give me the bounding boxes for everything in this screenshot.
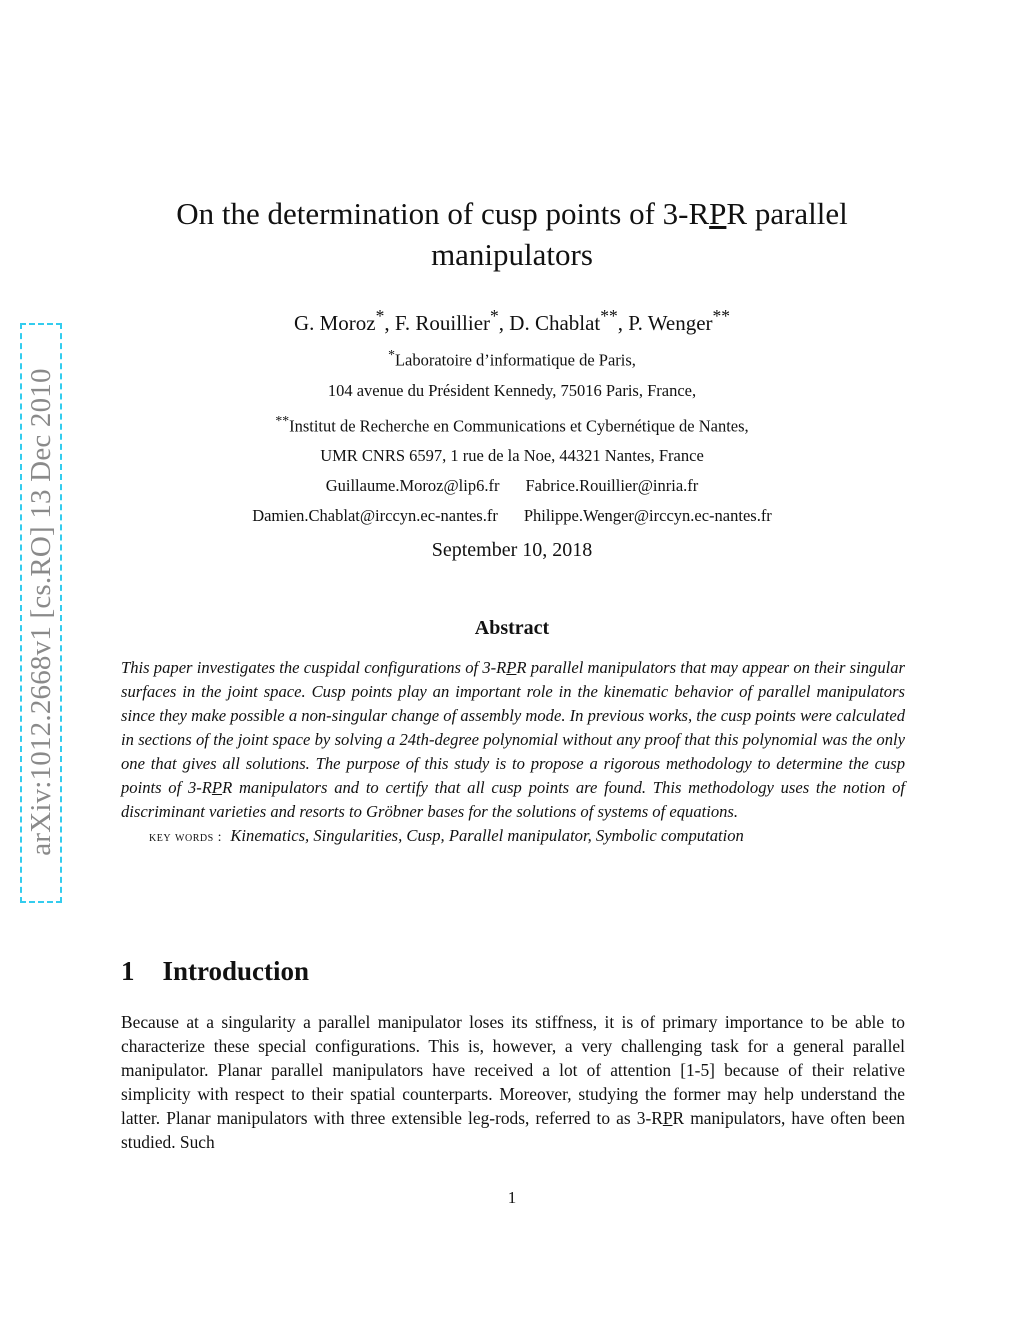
author-chablat-mark: ** xyxy=(600,306,618,326)
paper-title xyxy=(0,193,1024,275)
author-rouillier-mark: * xyxy=(490,306,499,326)
affiliation-2-name: Institut de Recherche en Communications et Cybernétique de Nantes, xyxy=(289,416,749,435)
author-chablat: D. Chablat xyxy=(509,311,601,335)
affiliation-1-line-1 xyxy=(0,340,1024,376)
keywords-label: key words : xyxy=(149,830,223,845)
page-number: 1 xyxy=(507,1188,517,1207)
affiliations xyxy=(0,340,1024,531)
title-underlined-p: P xyxy=(709,196,727,231)
affiliation-1-name: Laboratoire d’informatique de Paris, xyxy=(394,350,636,370)
section-heading xyxy=(121,956,309,987)
author-moroz: G. Moroz xyxy=(293,311,376,335)
author-separator: , xyxy=(617,311,629,335)
abstract-text-2: R parallel manipulators that may appear on their singular surfaces in the joint space. Cusp points play an important role in the kinematic behavior of parallel manipulators since they make possible a non-singular change of assembly mode. In previous works, the cusp points were calculated in sections of the joint space by solving a 24th-degree polynomial without any proof that this polynomial was the only one that gives all solutions. The purpose of this study is to propose a rigorous methodology to determine the cusp points of 3-R xyxy=(121,658,906,797)
abstract-body xyxy=(121,656,905,850)
abstract-underlined-p: P xyxy=(506,658,517,677)
author-rouillier: F. Rouillier xyxy=(394,311,491,335)
affiliation-2-mark: ** xyxy=(275,412,290,428)
author-separator: , xyxy=(498,311,510,335)
intro-text-2: R manipulators, have often been studied. Such xyxy=(121,1108,905,1152)
title-line-1 xyxy=(0,193,1024,234)
paper-date: September 10, 2018 xyxy=(431,539,593,561)
title-line-1-end: R parallel xyxy=(726,196,848,231)
author-list xyxy=(0,302,1024,337)
title-line-1-start: On the determination of cusp points of 3-R xyxy=(176,196,710,231)
intro-text-1: Because at a singularity a parallel manipulator loses its stiffness, it is of primary importance to be able to characterize these special configurations. This is, however, a very challenging task for a general parallel manipulator. Planar parallel manipulators have received a lot of attention [1-5] because of their relative simplicity with respect to their spatial counterparts. Moreover, studying the former may help understand the latter. Planar manipulators with three extensible leg-rods, referred to as 3-R xyxy=(121,1012,905,1128)
author-moroz-mark: * xyxy=(375,306,385,326)
title-line-2: manipulators xyxy=(431,237,593,272)
author-wenger: P. Wenger xyxy=(628,311,713,335)
email-wenger[interactable]: Philippe.Wenger@irccyn.ec-nantes.fr xyxy=(523,506,772,525)
arxiv-identifier: arXiv:1012.2668v1 [cs.RO] 13 Dec 2010 xyxy=(25,368,57,856)
email-rouillier[interactable]: Fabrice.Rouillier@inria.fr xyxy=(525,476,699,495)
email-moroz[interactable]: Guillaume.Moroz@lip6.fr xyxy=(325,476,500,495)
author-wenger-mark: ** xyxy=(712,306,731,326)
email-row-2 xyxy=(0,501,1024,531)
affiliation-2-address: UMR CNRS 6597, 1 rue de la Noe, 44321 Nantes, France xyxy=(320,446,704,465)
abstract-underlined-p: P xyxy=(211,778,223,797)
intro-underlined-p: P xyxy=(662,1108,673,1128)
abstract-text-3: R manipulators and to certify that all cusp points are found. This methodology uses the notion of discriminant varieties and resorts to Gröbner bases for the solutions of systems of equations. xyxy=(121,778,905,821)
keywords: Kinematics, Singularities, Cusp, Parallel manipulator, Symbolic computation xyxy=(230,826,744,845)
email-row-1 xyxy=(0,471,1024,501)
section-title: Introduction xyxy=(162,956,310,986)
affiliation-1-mark: * xyxy=(388,347,395,362)
affiliation-2-line-1 xyxy=(0,406,1024,442)
email-chablat[interactable]: Damien.Chablat@irccyn.ec-nantes.fr xyxy=(252,506,498,525)
introduction-paragraph xyxy=(121,1010,905,1154)
author-separator: , xyxy=(384,311,395,335)
abstract-text-1: This paper investigates the cuspidal configurations of 3-R xyxy=(121,658,507,677)
section-number: 1 xyxy=(121,956,135,986)
abstract-heading: Abstract xyxy=(474,617,550,639)
affiliation-1-address: 104 avenue du Président Kennedy, 75016 Paris, France, xyxy=(327,380,697,400)
